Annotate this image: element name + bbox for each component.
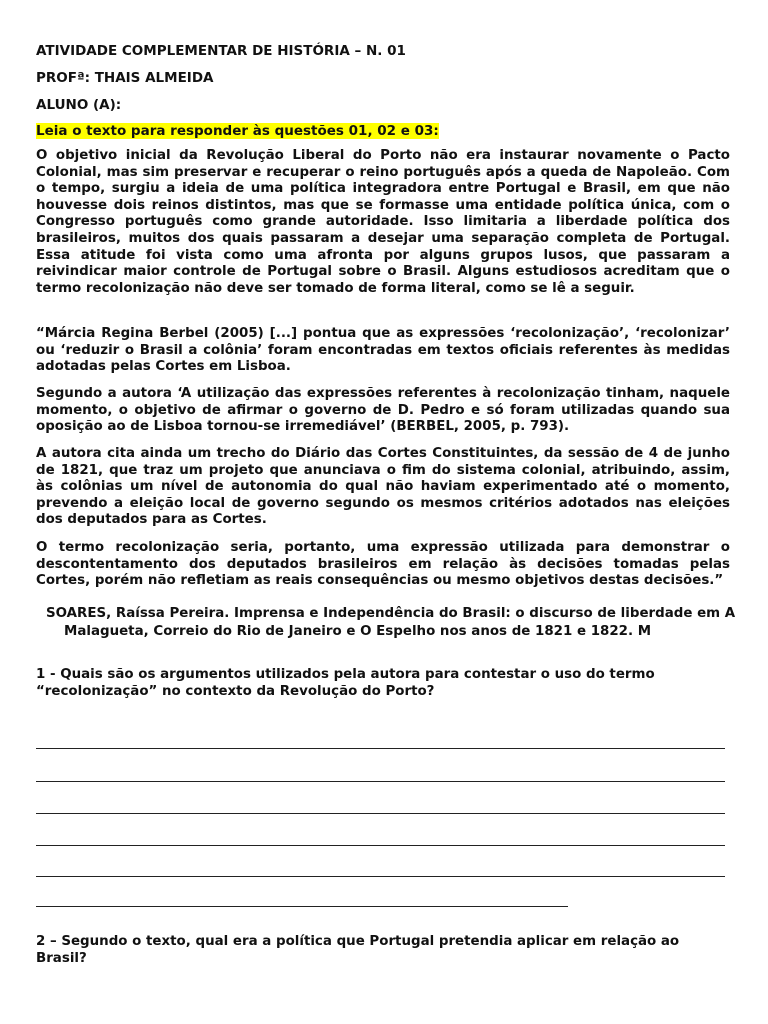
answer-line-6[interactable] bbox=[36, 906, 568, 907]
paragraph-intro: O objetivo inicial da Revolução Liberal do Porto não era instaurar novamente o Pacto Colonial, mas sim preservar e recuperar o reino português após a queda de Napoleão. Com o tempo, surgiu a ideia de uma política integradora entre Portugal e Brasil, em que não houvesse dois reinos distintos, mas que se formasse uma entidade política única, com o Congresso português como grande autoridade. Isso limitaria a liberdade política dos brasileiros, muitos dos quais passaram a desejar uma separação completa de Portugal. Essa atitude foi vista como uma afronta por alguns grupos lusos, que passaram a reivindicar maior controle de Portugal sobre o Brasil. Alguns estudiosos acreditam que o termo recolonização não deve ser tomado de forma literal, como se lê a seguir. bbox=[36, 148, 730, 296]
paragraph-diario-cortes: A autora cita ainda um trecho do Diário das Cortes Constituintes, da sessão de 4 de junho de 1821, que traz um projeto que anunciava o fim do sistema colonial, atribuindo, assim, às colônias um nível de autonomia do qual não haviam experimentado até o momento, prevendo a eleição local de governo segundo os mesmos critérios adotados nas eleições dos deputados para as Cortes. bbox=[36, 446, 730, 528]
instruction-highlight: Leia o texto para responder às questões 01, 02 e 03: bbox=[36, 123, 439, 139]
answer-line-2[interactable] bbox=[36, 781, 725, 782]
activity-title: ATIVIDADE COMPLEMENTAR DE HISTÓRIA – N. 01 bbox=[36, 43, 406, 59]
bibliographic-reference: SOARES, Raíssa Pereira. Imprensa e Independência do Brasil: o discurso de liberdade em A Malagueta, Correio do Rio de Janeiro e O Espelho nos anos de 1821 e 1822. M bbox=[46, 606, 736, 639]
answer-line-1[interactable] bbox=[36, 748, 725, 749]
answer-line-3[interactable] bbox=[36, 813, 725, 814]
paragraph-conclusion: O termo recolonização seria, portanto, uma expressão utilizada para demonstrar o descontentamento dos deputados brasileiros em relação às decisões tomadas pelas Cortes, porém não refletiam as reais consequências ou mesmo objetivos destas decisões.” bbox=[36, 540, 730, 589]
paragraph-quote-author: Segundo a autora ‘A utilização das expressões referentes à recolonização tinham, naquele momento, o objetivo de afirmar o governo de D. Pedro e só foram utilizadas quando sua oposição ao de Lisboa tornou-se irremediável’ (BERBEL, 2005, p. 793). bbox=[36, 386, 730, 435]
paragraph-quote-berbel: “Márcia Regina Berbel (2005) [...] pontua que as expressões ‘recolonização’, ‘recolonizar’ ou ‘reduzir o Brasil a colônia’ foram encontradas em textos oficiais referentes às medidas adotadas pelas Cortes em Lisboa. bbox=[36, 326, 730, 375]
instruction-line bbox=[36, 122, 439, 140]
student-field-label: ALUNO (A): bbox=[36, 97, 122, 113]
teacher-name: PROFª: THAIS ALMEIDA bbox=[36, 70, 214, 86]
question-1: 1 - Quais são os argumentos utilizados pela autora para contestar o uso do termo “recolonização” no contexto da Revolução do Porto? bbox=[36, 667, 655, 699]
answer-line-4[interactable] bbox=[36, 845, 725, 846]
question-2: 2 – Segundo o texto, qual era a política que Portugal pretendia aplicar em relação ao Brasil? bbox=[36, 934, 680, 966]
answer-line-5[interactable] bbox=[36, 876, 725, 877]
